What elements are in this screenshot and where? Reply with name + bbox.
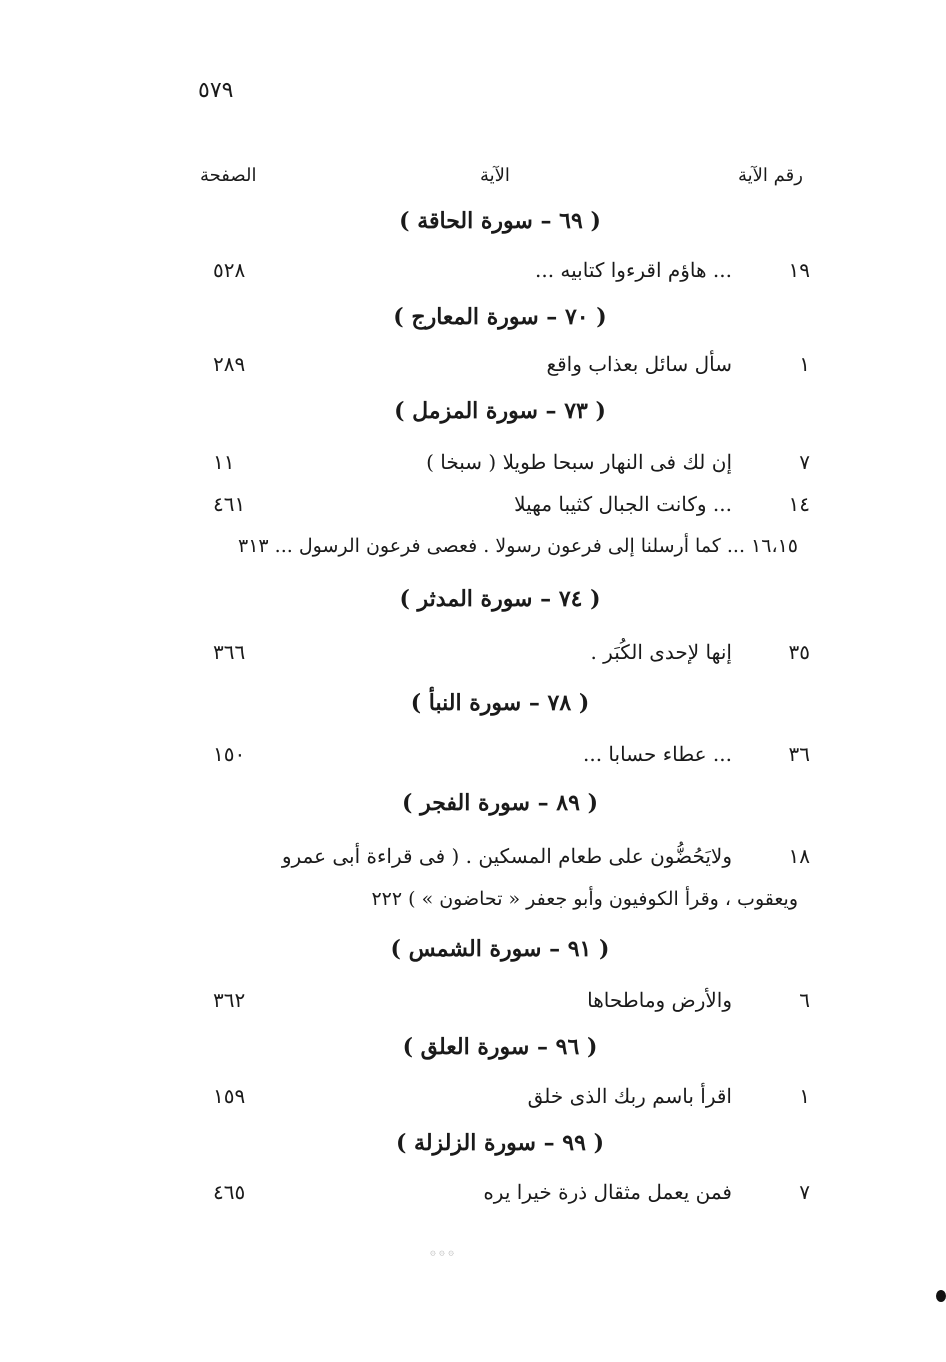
verse-text: ... وكانت الجبال كثيبا مهيلا (514, 492, 732, 516)
surah-title: ( ٩٦ – سورة العلق ) (402, 1034, 598, 1060)
page-ref: ٤٦٥ (213, 1180, 246, 1204)
surah-title: ( ٩٩ – سورة الزلزلة ) (395, 1130, 604, 1156)
header-verse: الآية (480, 165, 510, 186)
index-row (195, 492, 810, 526)
index-row (195, 450, 810, 484)
verse-full-line: ١٦،١٥ ... كما أرسلنا إلى فرعون رسولا . فعصى فرعون الرسول ... ٣١٣ (238, 535, 798, 557)
verse-number: ١٨ (788, 844, 810, 868)
verse-number: ١ (799, 352, 810, 376)
page-ref: ٣٦٢ (213, 988, 246, 1012)
header-verse-number: رقم الآية (738, 165, 803, 186)
verse-text: سأل سائل بعذاب واقع (546, 352, 732, 376)
page-ref: ٢٨٩ (213, 352, 246, 376)
index-row (195, 844, 810, 878)
verse-text: اقرأ باسم ربك الذى خلق (527, 1084, 732, 1108)
index-row (195, 988, 810, 1022)
index-row (195, 888, 810, 922)
page-ref: ٥٢٨ (213, 258, 246, 282)
verse-number: ١ (799, 1084, 810, 1108)
surah-title: ( ٧٠ – سورة المعارج ) (393, 304, 607, 330)
verse-number: ٣٦ (788, 742, 810, 766)
verse-number: ٣٥ (788, 640, 810, 664)
index-row (195, 640, 810, 674)
header-page: الصفحة (200, 165, 257, 186)
edge-mark (936, 1290, 946, 1302)
page-ref: ١٥٠ (213, 742, 246, 766)
index-row (195, 258, 810, 292)
verse-text-continued: ويعقوب ، وقرأ الكوفيون وأبو جعفر « تحاضون » ) ٢٢٢ (371, 888, 798, 910)
surah-title: ( ٧٨ – سورة النبأ ) (410, 690, 590, 716)
index-row (195, 352, 810, 386)
verse-text: والأرض وماطحاها (587, 988, 732, 1012)
index-row (195, 742, 810, 776)
surah-title: ( ٧٤ – سورة المدثر ) (399, 586, 601, 612)
page-number: ٥٧٩ (198, 78, 234, 103)
verse-text: إنها لإحدى الكُبَر . (590, 640, 732, 664)
page-ref: ٤٦١ (213, 492, 246, 516)
verse-text: إن لك فى النهار سبحا طويلا ( سبخا ) (426, 450, 732, 474)
verse-number: ٧ (799, 450, 810, 474)
verse-text: فمن يعمل مثقال ذرة خيرا يره (483, 1180, 732, 1204)
verse-number: ١٤ (788, 492, 810, 516)
surah-title: ( ٦٩ – سورة الحاقة ) (399, 208, 601, 234)
surah-title: ( ٧٣ – سورة المزمل ) (394, 398, 606, 424)
verse-number: ١٩ (788, 258, 810, 282)
index-row (195, 1084, 810, 1118)
footer-ornament: ۞ ۞ ۞ (430, 1247, 454, 1258)
page-ref: ٣٦٦ (213, 640, 246, 664)
verse-number: ٧ (799, 1180, 810, 1204)
verse-text: ... هاؤم اقرءوا كتابيه ... (534, 258, 732, 282)
page-ref: ١٥٩ (213, 1084, 246, 1108)
page-ref: ١١ (213, 450, 235, 474)
verse-text: ولايَحُضُّون على طعام المسكين . ( فى قراءة أبى عمرو (281, 844, 732, 868)
surah-title: ( ٩١ – سورة الشمس ) (390, 936, 610, 962)
surah-title: ( ٨٩ – سورة الفجر ) (402, 790, 598, 816)
verse-number: ٦ (799, 988, 810, 1012)
index-row (195, 1180, 810, 1214)
index-row (195, 535, 810, 569)
verse-text: ... عطاء حسابا ... (582, 742, 732, 766)
